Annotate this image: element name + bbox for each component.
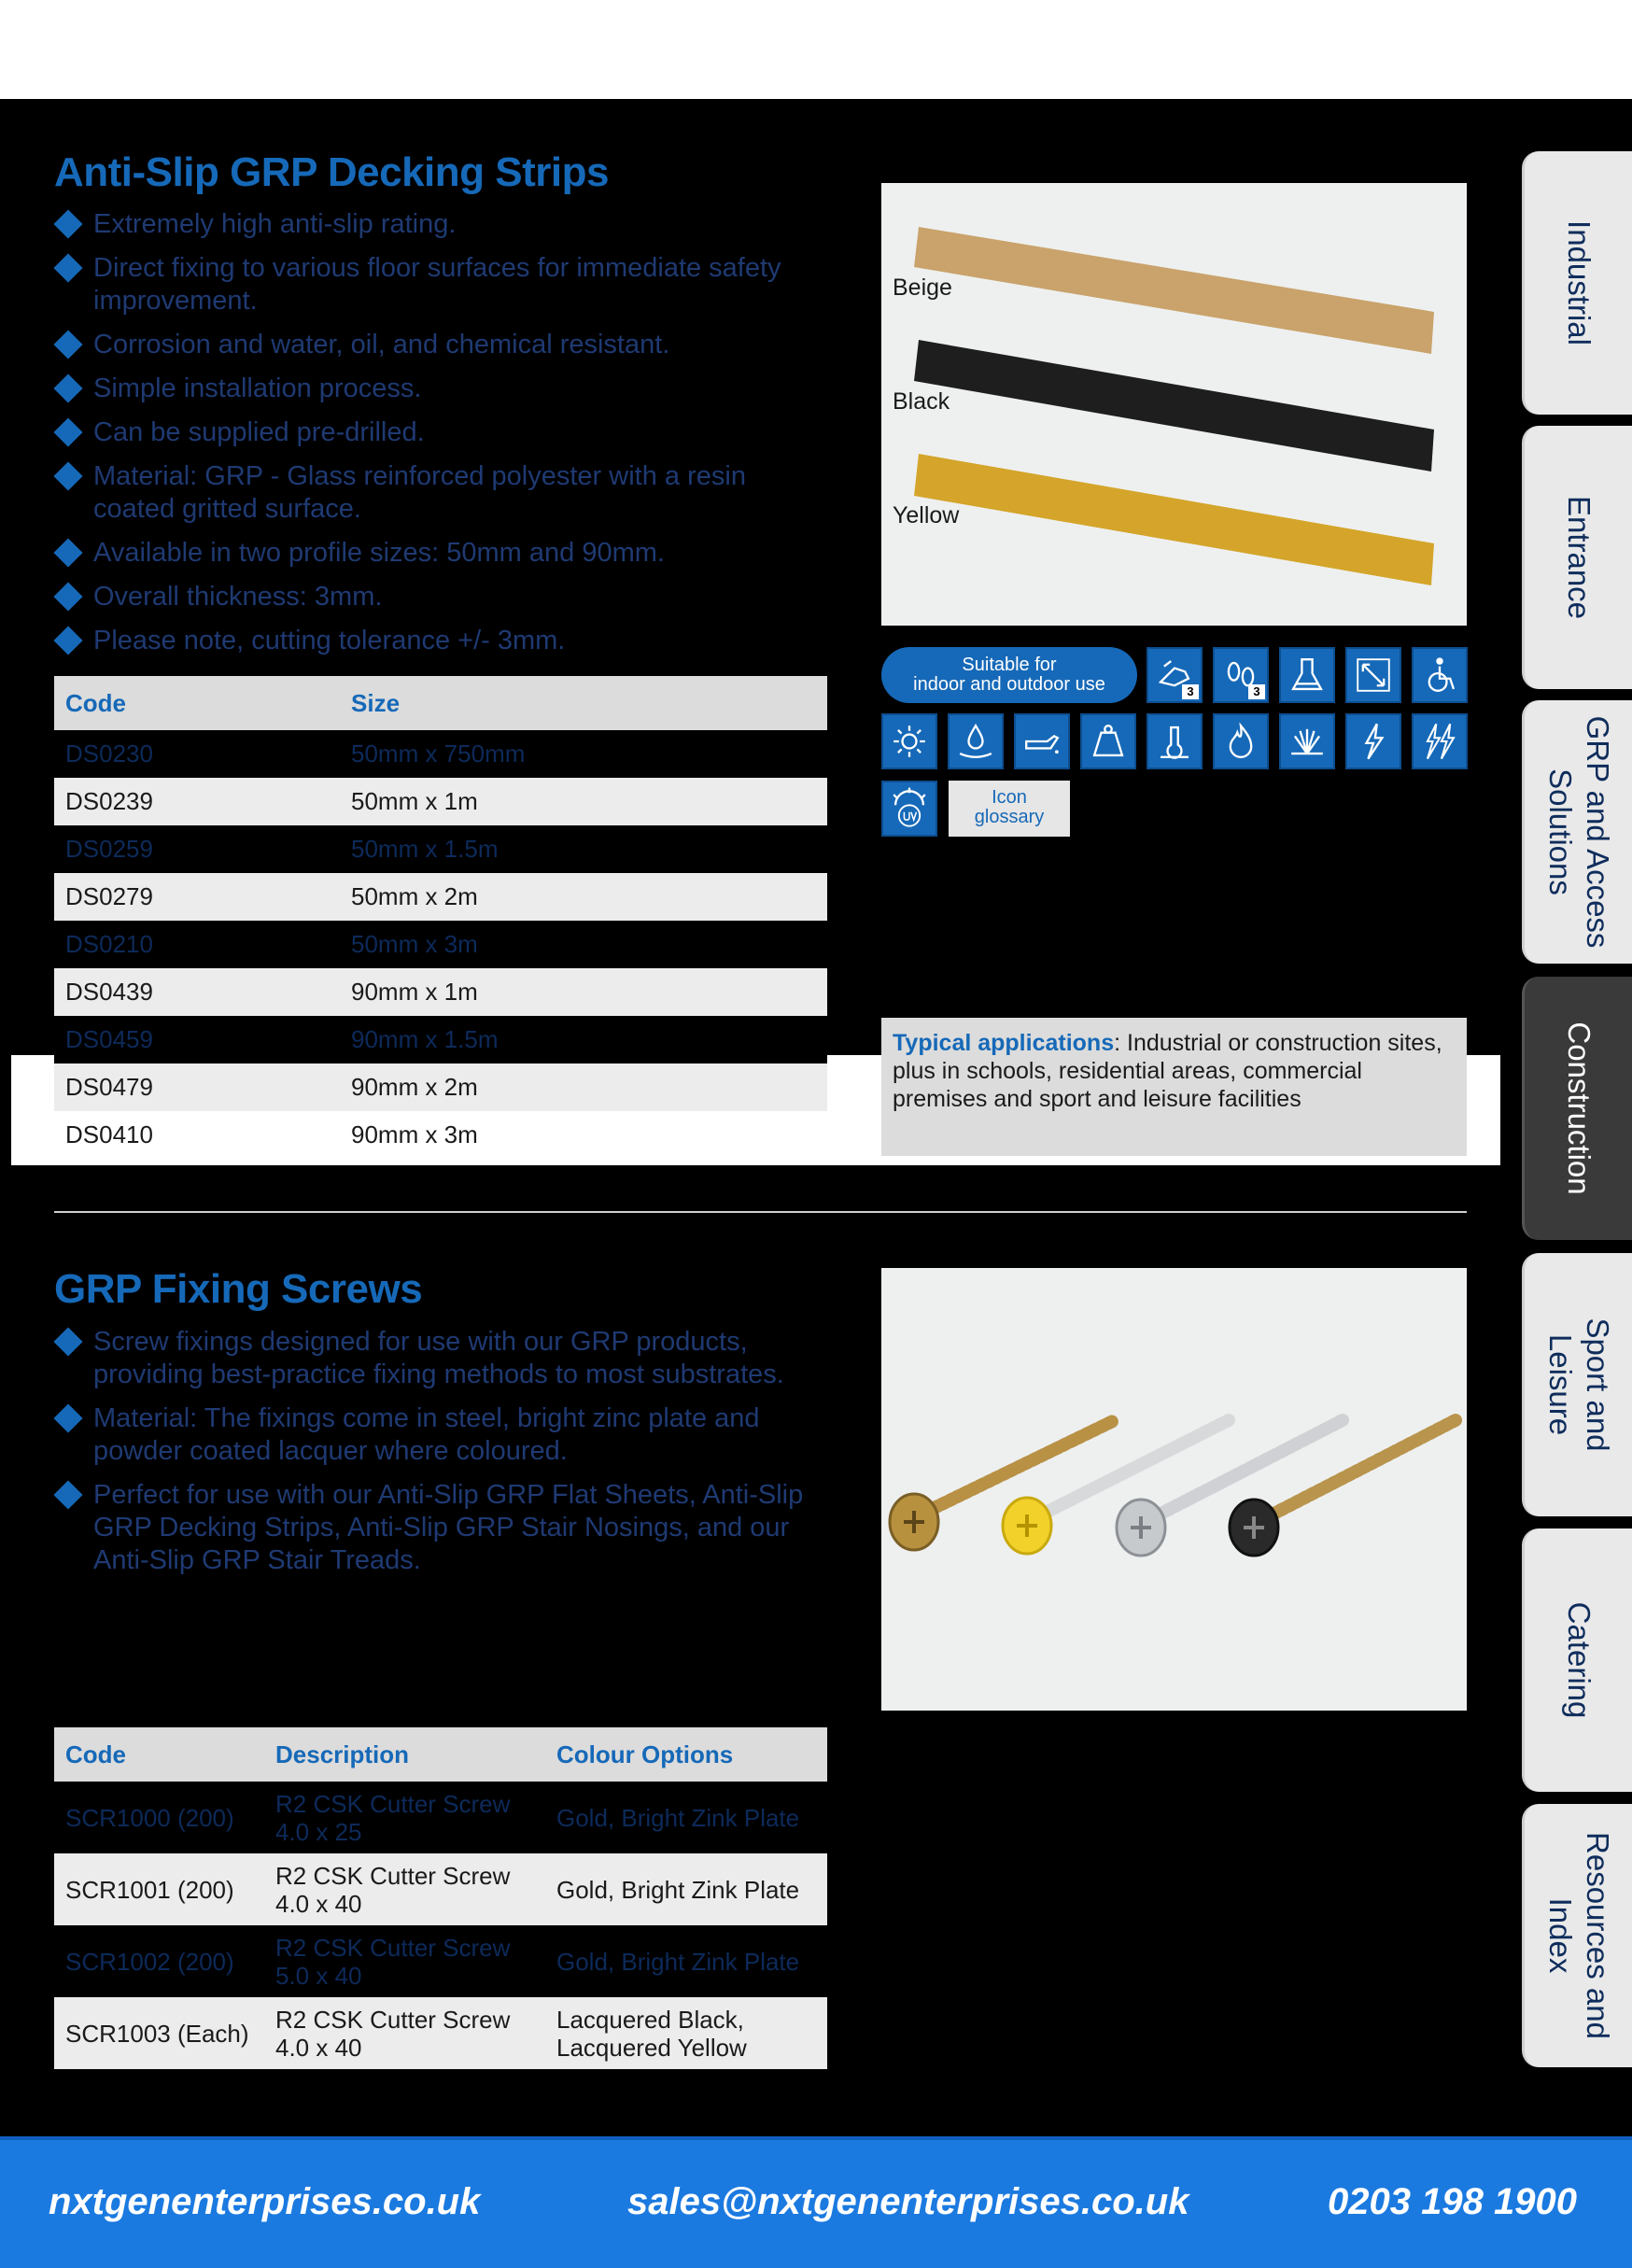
fixing-screws-illustration	[881, 1268, 1467, 1711]
code-cell: DS0439	[54, 968, 340, 1016]
footer-email-link[interactable]: sales@nxtgenenterprises.co.uk	[627, 2181, 1189, 2222]
code-cell: DS0459	[54, 1016, 340, 1064]
feature-text: Simple installation process.	[93, 373, 422, 403]
table-row	[54, 1111, 827, 1159]
feature-bullet	[54, 581, 829, 613]
feature-text: Overall thickness: 3mm.	[93, 582, 383, 612]
code-cell: DS0259	[54, 825, 340, 873]
uv-sun-icon	[881, 713, 937, 769]
table-row	[54, 1925, 827, 1997]
tab-resources-index[interactable]	[1522, 1804, 1632, 2067]
yellow-screw	[1003, 1420, 1229, 1554]
decking-strips-image	[881, 183, 1467, 626]
oil-resistant-icon	[1014, 713, 1070, 769]
tab-label: Entrance	[1561, 495, 1597, 620]
typical-applications-text: : Industrial or construction sites, plus in schools, residential areas, commercial premises and sport and leisure facilities	[893, 1030, 1442, 1112]
diamond-bullet-icon	[53, 582, 82, 611]
diamond-bullet-icon	[53, 626, 82, 655]
size-cell: 50mm x 1m	[340, 778, 827, 825]
code-cell: SCR1002 (200)	[54, 1925, 264, 1997]
feature-bullet	[54, 252, 829, 317]
table-row	[54, 1064, 827, 1111]
decking-strips-illustration	[881, 183, 1467, 626]
suitable-line-1: Suitable for	[962, 655, 1057, 675]
size-cell: 90mm x 2m	[340, 1064, 827, 1111]
description-cell: R2 CSK Cutter Screw 5.0 x 40	[264, 1925, 545, 1997]
table-row	[54, 730, 827, 778]
decking-size-table	[54, 676, 827, 1159]
colour-options-cell: Gold, Bright Zink Plate	[545, 1782, 827, 1853]
anti-static-icon	[1345, 713, 1401, 769]
label-beige: Beige	[893, 275, 952, 301]
barefoot-rating-number: 3	[1248, 684, 1265, 699]
feature-text: Perfect for use with our Anti-Slip GRP Flat Sheets, Anti-Slip GRP Decking Strips, Anti-Slip GRP Stair Nosings, and our Anti-Slip GRP Stair Treads.	[93, 1480, 804, 1575]
feature-bullet	[54, 1479, 820, 1577]
uv-resistant-icon	[881, 781, 937, 837]
code-cell: DS0210	[54, 921, 340, 968]
footer-contact-bar	[0, 2136, 1632, 2268]
section-divider	[54, 1211, 1467, 1213]
tab-industrial[interactable]	[1522, 151, 1632, 415]
heavy-load-weight-icon	[1080, 713, 1136, 769]
size-cell: 90mm x 1.5m	[340, 1016, 827, 1064]
table-row	[54, 778, 827, 825]
col-header-colour-options: Colour Options	[545, 1727, 827, 1782]
tab-label: Resources and Index	[1542, 1832, 1615, 2039]
colour-options-cell: Gold, Bright Zink Plate	[545, 1853, 827, 1925]
colour-options-cell: Gold, Bright Zink Plate	[545, 1925, 827, 1997]
tab-sport-leisure[interactable]	[1522, 1253, 1632, 1516]
size-cell: 50mm x 2m	[340, 873, 827, 921]
diamond-bullet-icon	[53, 538, 82, 567]
feature-text: Can be supplied pre-drilled.	[93, 417, 425, 447]
diamond-bullet-icon	[53, 373, 82, 402]
fire-resistant-icon	[1213, 713, 1269, 769]
diamond-bullet-icon	[53, 1403, 82, 1432]
feature-text: Material: The fixings come in steel, bright zinc plate and powder coated lacquer where coloured.	[93, 1403, 760, 1466]
code-cell: DS0230	[54, 730, 340, 778]
code-cell: DS0239	[54, 778, 340, 825]
feature-bullet	[54, 416, 829, 449]
tab-label: GRP and Access Solutions	[1542, 715, 1615, 949]
impact-resistant-icon	[1279, 713, 1335, 769]
suitable-indoor-outdoor-badge	[881, 647, 1137, 703]
tab-grp-access-solutions[interactable]	[1522, 700, 1632, 964]
code-cell: DS0479	[54, 1064, 340, 1111]
tab-construction[interactable]	[1522, 977, 1632, 1240]
tab-label: Construction	[1561, 1021, 1597, 1195]
electrical-insulation-icon	[1412, 713, 1468, 769]
wheelchair-access-icon	[1412, 647, 1468, 703]
barefoot-rating-icon	[1213, 647, 1269, 703]
col-header-code: Code	[54, 1727, 264, 1782]
diamond-bullet-icon	[53, 1327, 82, 1356]
label-black: Black	[893, 388, 950, 415]
table-row	[54, 968, 827, 1016]
feature-bullet	[54, 460, 829, 526]
diamond-bullet-icon	[53, 461, 82, 490]
tab-label: Sport and Leisure	[1542, 1317, 1615, 1452]
feature-text: Available in two profile sizes: 50mm and 90mm.	[93, 538, 665, 568]
size-cell: 90mm x 3m	[340, 1111, 827, 1159]
slip-rating-shoe-icon	[1147, 647, 1203, 703]
size-cell: 50mm x 1.5m	[340, 825, 827, 873]
feature-bullet	[54, 1326, 820, 1391]
yellow-strip	[914, 454, 1434, 585]
tab-entrance[interactable]	[1522, 426, 1632, 689]
fixing-screws-image	[881, 1268, 1467, 1711]
typical-applications-box	[881, 1018, 1467, 1156]
tab-catering[interactable]	[1522, 1528, 1632, 1792]
table-row	[54, 825, 827, 873]
decking-title: Anti-Slip GRP Decking Strips	[54, 149, 609, 195]
feature-bullet	[54, 329, 829, 361]
black-strip	[914, 340, 1434, 472]
chemical-flask-icon	[1279, 647, 1335, 703]
feature-text: Please note, cutting tolerance +/- 3mm.	[93, 626, 566, 655]
beige-strip	[914, 227, 1434, 354]
footer-website-link[interactable]: nxtgenenterprises.co.uk	[49, 2181, 481, 2222]
decking-feature-list	[54, 208, 829, 669]
code-cell: SCR1000 (200)	[54, 1782, 264, 1853]
black-screw	[1230, 1420, 1456, 1556]
icon-glossary-link[interactable]	[949, 781, 1070, 837]
feature-text: Corrosion and water, oil, and chemical resistant.	[93, 330, 670, 359]
label-yellow: Yellow	[893, 502, 960, 528]
description-cell: R2 CSK Cutter Screw 4.0 x 40	[264, 1853, 545, 1925]
size-cell: 50mm x 750mm	[340, 730, 827, 778]
suitable-line-2: indoor and outdoor use	[913, 674, 1105, 695]
code-cell: DS0410	[54, 1111, 340, 1159]
page-header-band	[0, 0, 1632, 99]
glossary-line-2: glossary	[974, 807, 1045, 827]
table-row	[54, 1016, 827, 1064]
water-resistant-icon	[948, 713, 1004, 769]
code-cell: DS0279	[54, 873, 340, 921]
table-row	[54, 1782, 827, 1853]
glossary-line-1: Icon	[992, 787, 1027, 808]
feature-text: Material: GRP - Glass reinforced polyester with a resin coated gritted surface.	[93, 461, 746, 524]
typical-applications-label: Typical applications	[893, 1030, 1115, 1056]
feature-bullet	[54, 1402, 820, 1468]
screws-title: GRP Fixing Screws	[54, 1266, 423, 1312]
footer-phone-number[interactable]: 0203 198 1900	[1328, 2181, 1577, 2222]
description-cell: R2 CSK Cutter Screw 4.0 x 40	[264, 1997, 545, 2069]
diamond-bullet-icon	[53, 209, 82, 238]
col-header-size: Size	[340, 676, 827, 730]
diamond-bullet-icon	[53, 253, 82, 282]
col-header-code: Code	[54, 676, 340, 730]
feature-text: Screw fixings designed for use with our GRP products, providing best-practice fixing methods to most substrates.	[93, 1327, 784, 1389]
colour-options-cell: Lacquered Black, Lacquered Yellow	[545, 1997, 827, 2069]
feature-bullet	[54, 537, 829, 570]
size-cell: 50mm x 3m	[340, 921, 827, 968]
diamond-bullet-icon	[53, 330, 82, 359]
table-row	[54, 1997, 827, 2069]
screws-table	[54, 1727, 827, 2069]
feature-text: Direct fixing to various floor surfaces for immediate safety improvement.	[93, 253, 781, 316]
col-header-description: Description	[264, 1727, 545, 1782]
code-cell: SCR1001 (200)	[54, 1853, 264, 1925]
slip-rating-number: 3	[1182, 684, 1199, 699]
cut-to-size-icon	[1345, 647, 1401, 703]
tab-label: Catering	[1561, 1601, 1597, 1719]
feature-text: Extremely high anti-slip rating.	[93, 209, 457, 239]
description-cell: R2 CSK Cutter Screw 4.0 x 25	[264, 1782, 545, 1853]
temperature-icon	[1147, 713, 1203, 769]
diamond-bullet-icon	[53, 1480, 82, 1509]
tab-label: Industrial	[1561, 220, 1597, 345]
code-cell: SCR1003 (Each)	[54, 1997, 264, 2069]
feature-bullet	[54, 373, 829, 405]
feature-bullet	[54, 625, 829, 657]
feature-bullet	[54, 208, 829, 241]
diamond-bullet-icon	[53, 417, 82, 446]
screws-feature-list	[54, 1326, 820, 1588]
table-row	[54, 921, 827, 968]
size-cell: 90mm x 1m	[340, 968, 827, 1016]
table-row	[54, 1853, 827, 1925]
table-row	[54, 873, 827, 921]
